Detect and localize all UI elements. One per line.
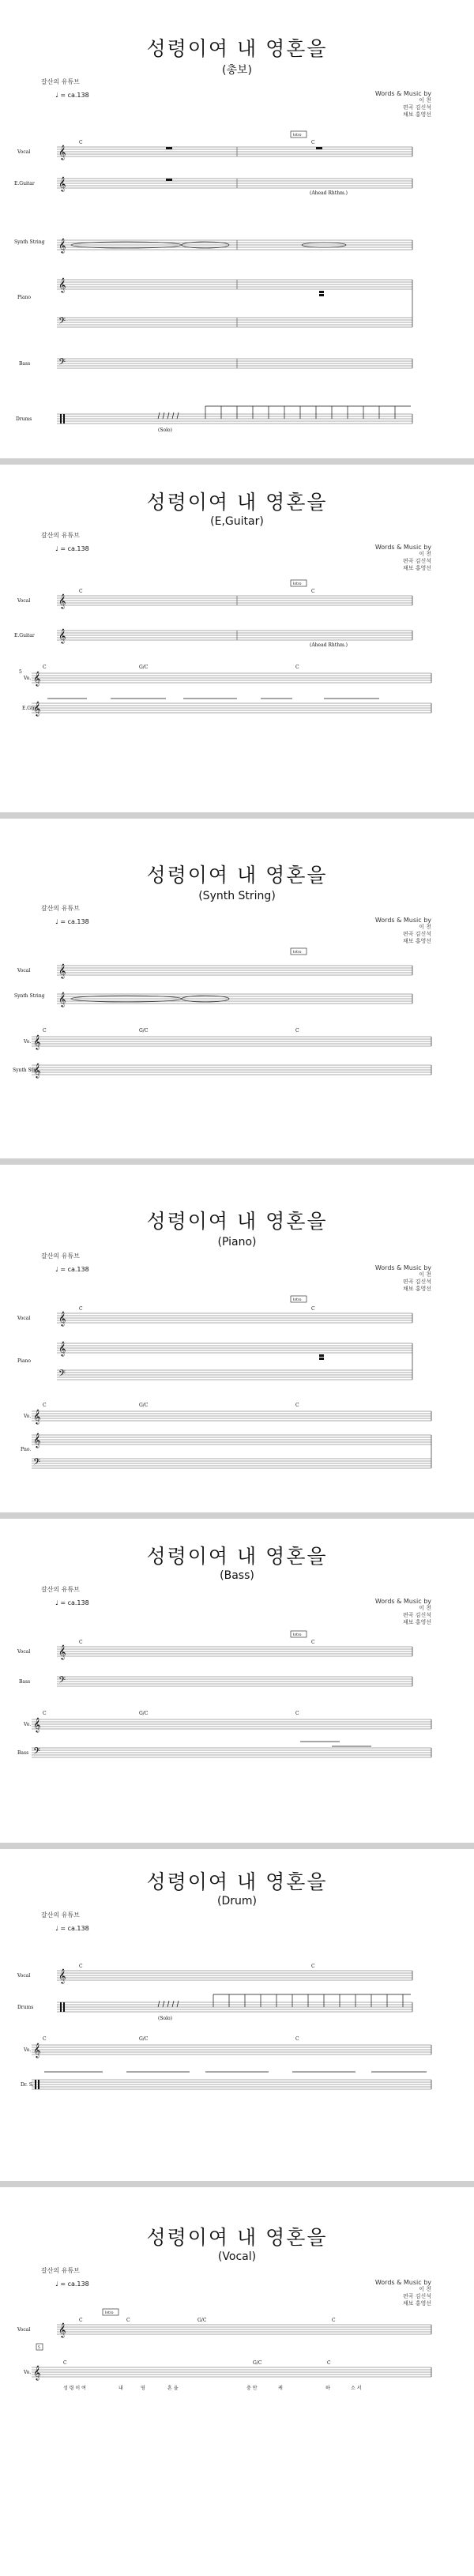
svg-text:𝄞: 𝄞 (58, 2322, 66, 2337)
score-page-synth (0, 819, 474, 1158)
bass-staff (57, 357, 412, 370)
credits-line: 편곡 김신석 (402, 1279, 431, 1285)
page-title: 성령이여 내 영혼을 (146, 1545, 328, 1568)
score-page-bass (0, 1519, 474, 1843)
solo-annotation: (Solo) (158, 427, 172, 433)
svg-text:𝄞: 𝄞 (58, 238, 66, 253)
vocal-score (0, 2187, 474, 2576)
chord-symbol: G/C (253, 2360, 262, 2366)
page-title: 성령이여 내 영혼을 (146, 1210, 328, 1233)
staff-label: E.Gtr. (22, 706, 36, 711)
chord-symbol: C (295, 1711, 299, 1716)
staff-label: Drums (17, 2005, 34, 2010)
credits-line: 편곡 김신석 (402, 2293, 431, 2299)
drums-staff (57, 406, 412, 424)
svg-text:𝄢: 𝄢 (58, 357, 66, 370)
chord-symbol: C (79, 140, 83, 145)
svg-text:𝄞: 𝄞 (33, 1409, 41, 1424)
chord-symbol: G/C (198, 2318, 207, 2323)
chord-symbol: C (311, 589, 315, 594)
staff-label: Synth String (14, 993, 45, 999)
publisher-label: 갈산의 유튜브 (41, 1586, 80, 1593)
staff-label: Vocal (17, 149, 31, 155)
staff-label: Vocal (17, 968, 31, 974)
guitar-annotation: (Ahead Rhthm.) (310, 642, 348, 648)
svg-text:𝄞: 𝄞 (33, 2365, 41, 2380)
page-subtitle: (총보) (222, 64, 252, 77)
svg-text:𝄞: 𝄞 (33, 701, 41, 716)
chord-symbol: C (327, 2360, 331, 2366)
tempo-text: = ca.138 (60, 918, 89, 925)
chord-symbol: C (79, 2318, 83, 2323)
chord-symbol: C (43, 1028, 47, 1034)
chord-symbol: C (295, 665, 299, 670)
eguitar-staff (57, 176, 412, 196)
chord-symbol: C (311, 1964, 315, 1969)
credits-line: 이 천 (419, 1271, 431, 1278)
staff-label: Bass (19, 1679, 31, 1685)
chord-symbol: C (43, 1711, 47, 1716)
svg-text:𝄢: 𝄢 (33, 1457, 41, 1470)
staff-label: Vocal (17, 598, 31, 604)
score-page-drum (0, 1849, 474, 2181)
measure-number: 5 (19, 669, 22, 675)
svg-text:𝄞: 𝄞 (33, 1717, 41, 1732)
page-title: 성령이여 내 영혼을 (146, 864, 328, 887)
chord-symbol: C (43, 2036, 47, 2042)
credits-line: Words & Music by (374, 1598, 431, 1605)
chord-symbol: C (295, 1403, 299, 1408)
drum-score (0, 1849, 474, 2181)
piano-score (0, 1165, 474, 1512)
chord-symbol: G/C (139, 665, 149, 670)
staff-label: Dr. S. (21, 2082, 34, 2088)
lyric-syllable: 하 (325, 2386, 330, 2391)
credits-line: 채보 홍영선 (402, 938, 431, 944)
svg-text:𝄞: 𝄞 (58, 593, 66, 608)
lyric-syllable: 영 (141, 2386, 145, 2391)
svg-text:𝄞: 𝄞 (33, 671, 41, 686)
svg-text:𝄞: 𝄞 (58, 1341, 66, 1356)
staff-label: Synth String (14, 239, 45, 245)
staff-label: E.Guitar (14, 633, 35, 638)
staff-label: Vo. (24, 1722, 32, 1727)
svg-text:𝄞: 𝄞 (33, 2043, 41, 2058)
staff-label: Drums (16, 416, 32, 422)
staff-label: Synth Str. (13, 1068, 37, 1073)
staff-label: Piano (17, 295, 32, 300)
chord-symbol: G/C (139, 1711, 149, 1716)
publisher-label: 갈산의 유튜브 (41, 532, 80, 539)
svg-text:𝄞: 𝄞 (33, 1433, 41, 1448)
svg-text:𝄞: 𝄞 (58, 963, 66, 978)
credits-line: 이 천 (419, 1605, 431, 1611)
score-page-eguitar (0, 465, 474, 812)
staff-label: Bass (17, 1750, 29, 1756)
staff-label: Vo. (24, 1414, 32, 1419)
section-mark: Intro (105, 2311, 114, 2315)
chord-symbol: C (295, 2036, 299, 2042)
tempo-text: = ca.138 (60, 1599, 89, 1606)
credits-line: Words & Music by (374, 2279, 431, 2286)
credits-line: 편곡 김신석 (402, 931, 431, 937)
section-mark: Intro (293, 1298, 302, 1302)
credits-line: Words & Music by (374, 544, 431, 551)
staff-label: Piano (17, 1358, 32, 1364)
staff-label: Bass (19, 361, 31, 367)
staff-label: Vocal (17, 2327, 31, 2333)
lyric-syllable: 케 (278, 2386, 283, 2391)
credits-line: 편곡 김신석 (402, 558, 431, 564)
credits-line: 채보 홍영선 (402, 111, 431, 118)
chord-symbol: C (79, 1306, 83, 1312)
credits-line: 편곡 김신석 (402, 1612, 431, 1618)
tempo-marking: ♩ = ca.138 (55, 2280, 89, 2288)
publisher-label: 갈산의 유튜브 (41, 1911, 80, 1919)
synth-staff (57, 238, 412, 254)
chord-symbol: G/C (139, 1403, 149, 1408)
piano-staff (57, 277, 412, 329)
tempo-marking: ♩ = ca.138 (55, 918, 89, 925)
publisher-label: 갈산의 유튜브 (41, 1252, 80, 1260)
tempo-text: = ca.138 (60, 92, 89, 99)
credits-line: 편곡 김신석 (402, 104, 431, 111)
svg-text:𝄞: 𝄞 (58, 1311, 66, 1326)
svg-text:𝄢: 𝄢 (58, 316, 66, 329)
staff-label: Vo. (24, 2047, 32, 2053)
staff-label: Vocal (17, 1973, 31, 1979)
svg-text:𝄞: 𝄞 (33, 1034, 41, 1049)
credits-line: Words & Music by (374, 90, 431, 97)
chord-symbol: C (79, 1964, 83, 1969)
credits-line: 채보 홍영선 (402, 565, 431, 571)
tempo-marking: ♩ = ca.138 (55, 1266, 89, 1273)
svg-text:𝄢: 𝄢 (58, 1369, 66, 1381)
tempo-text: = ca.138 (60, 1266, 89, 1273)
chord-symbol: C (43, 665, 47, 670)
page-title: 성령이여 내 영혼을 (146, 1870, 328, 1893)
guitar-annotation: (Ahead Rhthm.) (310, 190, 348, 196)
credits-line: 이 천 (419, 924, 431, 930)
lyric-syllable: 내 (118, 2386, 123, 2391)
svg-text:𝄞: 𝄞 (58, 176, 66, 191)
svg-text:𝄞: 𝄞 (58, 277, 66, 292)
tempo-marking: ♩ = ca.138 (55, 1599, 89, 1606)
section-mark: Intro (293, 951, 302, 955)
measure-number: 5 (38, 2346, 40, 2350)
credits-line: 이 천 (419, 97, 431, 104)
score-page-full (0, 0, 474, 458)
section-mark: Intro (293, 134, 302, 137)
chord-symbol: C (79, 1640, 83, 1645)
staff-label: Vocal (17, 1649, 31, 1655)
full-score (0, 0, 474, 458)
tempo-text: = ca.138 (60, 1925, 89, 1932)
staff-label: Vo. (24, 2370, 32, 2375)
chord-symbol: C (311, 1640, 315, 1645)
staff-label: Vocal (17, 1316, 31, 1321)
page-subtitle: (Synth String) (198, 890, 276, 902)
staff-label: Vo. (24, 676, 32, 681)
staff-label: Vo. (24, 1039, 32, 1045)
svg-text:𝄞: 𝄞 (58, 992, 66, 1007)
chord-symbol: C (126, 2318, 130, 2323)
chord-symbol: C (79, 589, 83, 594)
section-mark: Intro (293, 1633, 302, 1637)
synth-score (0, 819, 474, 1158)
svg-text:𝄢: 𝄢 (58, 1675, 66, 1688)
page-subtitle: (Vocal) (217, 2250, 257, 2263)
tempo-text: = ca.138 (60, 545, 89, 552)
svg-text:𝄢: 𝄢 (33, 1746, 41, 1759)
publisher-label: 갈산의 유튜브 (41, 78, 80, 85)
staff-label: Pno. (21, 1447, 32, 1452)
section-mark: Intro (293, 582, 302, 586)
lyric-syllable: 소 서 (351, 2386, 362, 2391)
page-title: 성령이여 내 영혼을 (146, 491, 328, 514)
page-subtitle: (Drum) (217, 1895, 257, 1908)
svg-text:𝄞: 𝄞 (58, 1644, 66, 1659)
chord-symbol: G/C (139, 1028, 149, 1034)
chord-symbol: C (43, 1403, 47, 1408)
staff-label: E.Guitar (14, 181, 35, 186)
credits-line: Words & Music by (374, 917, 431, 924)
tempo-marking: ♩ = ca.138 (55, 1925, 89, 1932)
svg-text:𝄞: 𝄞 (58, 1968, 66, 1983)
credits-line: 이 천 (419, 551, 431, 557)
tempo-text: = ca.138 (60, 2280, 89, 2288)
credits-line: 채보 홍영선 (402, 2300, 431, 2307)
score-page-vocal (0, 2187, 474, 2576)
page-title: 성령이여 내 영혼을 (146, 2226, 328, 2249)
lyric-syllable: 충 만 (246, 2386, 258, 2391)
chord-symbol: C (332, 2318, 336, 2323)
svg-text:𝄞: 𝄞 (58, 145, 66, 160)
credits-line: 채보 홍영선 (402, 1286, 431, 1292)
page-title: 성령이여 내 영혼을 (146, 37, 328, 60)
chord-symbol: C (63, 2360, 67, 2366)
chord-symbol: C (295, 1028, 299, 1034)
svg-text:𝄞: 𝄞 (33, 1063, 41, 1078)
page-subtitle: (E,Guitar) (210, 515, 264, 528)
publisher-label: 갈산의 유튜브 (41, 2267, 80, 2274)
page-subtitle: (Bass) (220, 1569, 254, 1582)
tempo-marking: ♩ = ca.138 (55, 92, 89, 99)
chord-symbol: C (311, 1306, 315, 1312)
credits-line: 이 천 (419, 2286, 431, 2292)
page-subtitle: (Piano) (217, 1236, 257, 1248)
tempo-marking: ♩ = ca.138 (55, 545, 89, 552)
lyric-syllable: 성 령 이 여 (63, 2386, 86, 2391)
publisher-label: 갈산의 유튜브 (41, 905, 80, 912)
svg-text:𝄞: 𝄞 (58, 628, 66, 643)
credits-line: 채보 홍영선 (402, 1619, 431, 1625)
bass-score (0, 1519, 474, 1843)
vocal-staff (57, 145, 412, 160)
credits-line: Words & Music by (374, 1264, 431, 1271)
eguitar-score (0, 465, 474, 812)
lyric-syllable: 혼 을 (167, 2386, 179, 2391)
solo-annotation: (Solo) (158, 2016, 172, 2021)
chord-symbol: G/C (139, 2036, 149, 2042)
chord-symbol: C (311, 140, 315, 145)
score-page-piano (0, 1165, 474, 1512)
